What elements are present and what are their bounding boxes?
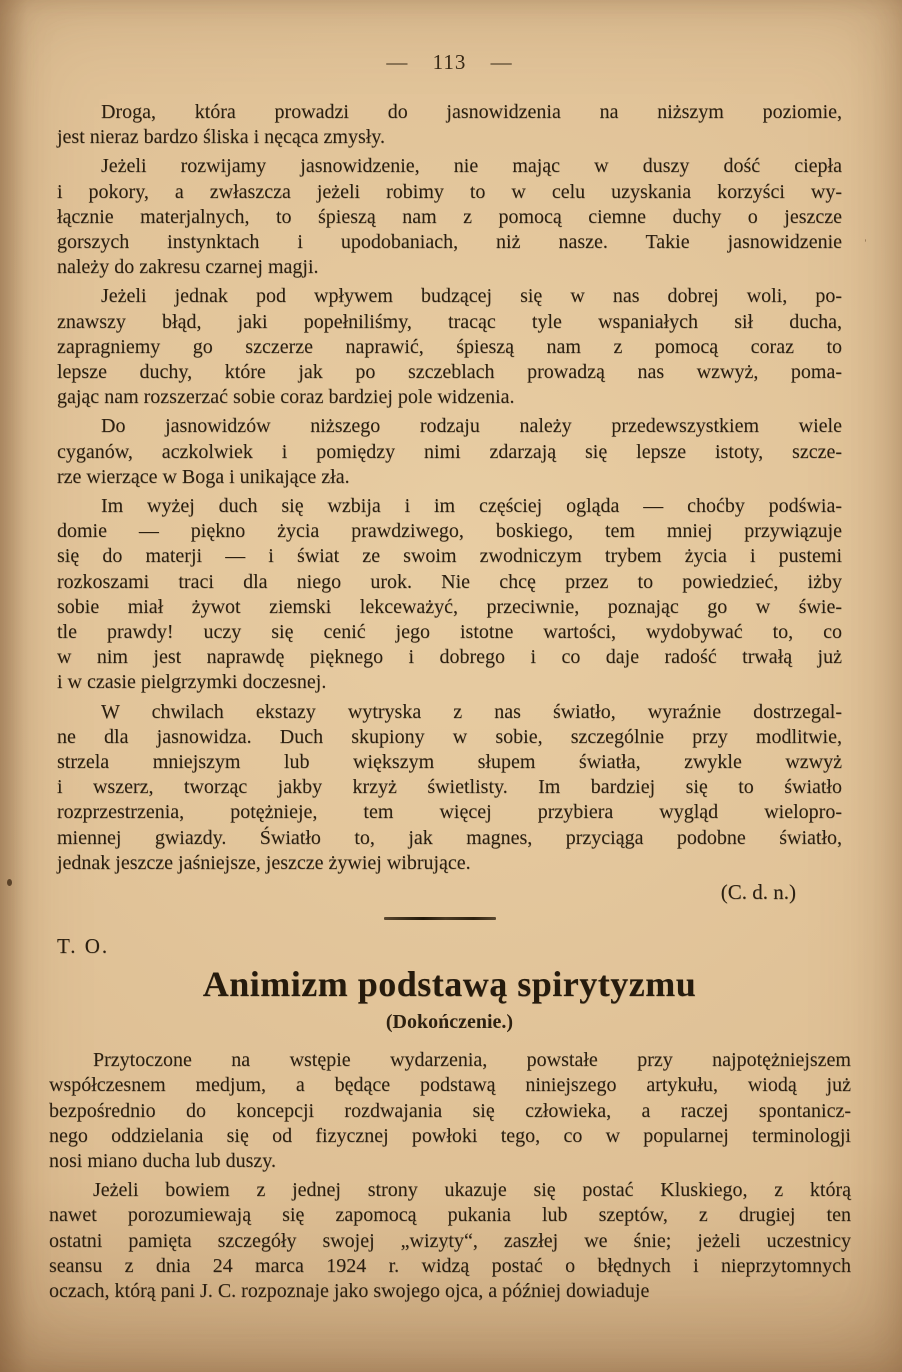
text-line: jest nieraz bardzo śliska i nęcąca zmysły. (57, 126, 386, 149)
author-initials: T. O. (57, 934, 110, 959)
article-subtitle: (Dokończenie.) (385, 1011, 514, 1034)
text-line: bezpośrednio do koncepcji rozdwajania się człowieka, a raczej spontanicz- (49, 1099, 851, 1122)
text-line: Im wyżej duch się wzbija i im częściej ogląda — choćby podświa- (101, 495, 842, 518)
text-line: tle prawdy! uczy się cenić jego istotne wartości, wydobywać to, co (57, 621, 842, 644)
text-line: Droga, która prowadzi do jasnowidzenia na niższym poziomie, (101, 101, 842, 123)
article-title: Animizm podstawą spirytyzmu (202, 964, 697, 1005)
text-line: znawszy błąd, jaki popełniliśmy, tracąc tyle wspaniałych sił ducha, (57, 310, 842, 333)
paragraph (57, 284, 842, 410)
text-line: cyganów, aczkolwiek i pomiędzy nimi zdarzają się lepsze istoty, szcze- (57, 440, 842, 463)
text-line: ne dla jasnowidza. Duch skupiony w sobie, szczególnie przy modlitwie, (57, 725, 842, 748)
paragraph (57, 154, 842, 280)
page-header (57, 50, 842, 75)
section-divider-rule (384, 917, 496, 920)
text-line: seansu z dnia 24 marca 1924 r. widzą postać o błędnych i nieprzytomnych (49, 1254, 851, 1277)
text-line: domie — piękno życia prawdziwego, boskiego, tem mniej przywiązuje (57, 520, 842, 543)
text-line: nawet porozumiewają się zapomocą pukania lub szeptów, z drugiej ten (49, 1204, 851, 1227)
text-line: współczesnem medjum, a będące podstawą niniejszego artykułu, wiodą już (49, 1074, 851, 1097)
text-line: należy do zakresu czarnej magji. (57, 256, 319, 279)
article-body (49, 1048, 851, 1304)
text-line: Do jasnowidzów niższego rodzaju należy przedewszystkiem wiele (101, 415, 842, 438)
text-line: w nim jest naprawdę pięknego i dobrego i co daje radość trwałą już (57, 646, 842, 669)
text-line: nego oddzielania się od fizycznej powłoki tego, co w popularnej terminologji (49, 1124, 851, 1147)
text-line: Jeżeli jednak pod wpływem budzącej się w nas dobrej woli, po- (101, 285, 842, 308)
page-number: — 113 — (386, 50, 513, 74)
text-line: gorszych instynktach i upodobaniach, niż nasze. Takie jasnowidzenie (57, 231, 842, 254)
text-line: nosi miano ducha lub duszy. (49, 1149, 277, 1172)
paragraph (57, 700, 842, 876)
text-line: i wszerz, tworząc jakby krzyż świetlisty. Im bardziej się to światło (57, 776, 842, 799)
text-line: rozkoszami traci dla niego urok. Nie chcę przez to powiedzieć, iżby (57, 570, 842, 593)
text-line: i w czasie pielgrzymki doczesnej. (57, 671, 327, 694)
text-line: sobie miał żywot ziemski lekceważyć, przeciwnie, poznając go w świe- (57, 595, 842, 618)
text-line: miennej gwiazdy. Światło to, jak magnes, przyciąga podobne światło, (57, 826, 842, 849)
text-line: gając nam rozszerzać sobie coraz bardziej pole widzenia. (57, 386, 515, 409)
text-line: ostatni pamięta szczegóły swojej „wizyty“, zaszłej we śnie; jeżeli uczestnicy (49, 1229, 851, 1252)
text-line: oczach, którą pani J. C. rozpoznaje jako swojego ojca, a później dowiaduje (49, 1279, 650, 1302)
text-line: i pokory, a zwłaszcza jeżeli robimy to w celu uzyskania korzyści wy- (57, 180, 842, 203)
text-line: rze wierzące w Boga i unikające zła. (57, 465, 350, 488)
text-line: Jeżeli bowiem z jednej strony ukazuje się postać Kluskiego, z którą (93, 1179, 851, 1202)
text-line: strzela mniejszym lub większym słupem światła, zwykle wzwyż (57, 751, 842, 774)
text-line: Jeżeli rozwijamy jasnowidzenie, nie mając w duszy dość ciepła (101, 155, 842, 178)
continuation-note: (C. d. n.) (720, 880, 796, 905)
paragraph (49, 1178, 851, 1304)
paragraph (57, 494, 842, 696)
text-line: zapragniemy go szczerze naprawić, śpieszą nam z pomocą coraz to (57, 335, 842, 358)
paragraph (49, 1048, 851, 1174)
text-line: łącznie materjalnych, to śpieszą nam z pomocą ciemne duchy o jeszcze (57, 205, 842, 228)
text-line: Przytoczone na wstępie wydarzenia, powstałe przy najpotężniejszem (93, 1049, 851, 1072)
text-line: rozprzestrzenia, potężnieje, tem więcej przybiera wygląd wielopro- (57, 801, 842, 824)
paragraph (57, 414, 842, 490)
paragraph (57, 100, 842, 150)
text-line: jednak jeszcze jaśniejsze, jeszcze żywiej wibrujące. (57, 851, 471, 874)
text-line: lepsze duchy, które jak po szczeblach prowadzą nas wzwyż, poma- (57, 361, 842, 384)
article-continuation-body (57, 100, 842, 876)
text-line: W chwilach ekstazy wytryska z nas światło, wyraźnie dostrzegal- (101, 700, 842, 723)
text-line: się do materji — i świat ze swoim zwodniczym trybem życia i pustemi (57, 545, 842, 568)
